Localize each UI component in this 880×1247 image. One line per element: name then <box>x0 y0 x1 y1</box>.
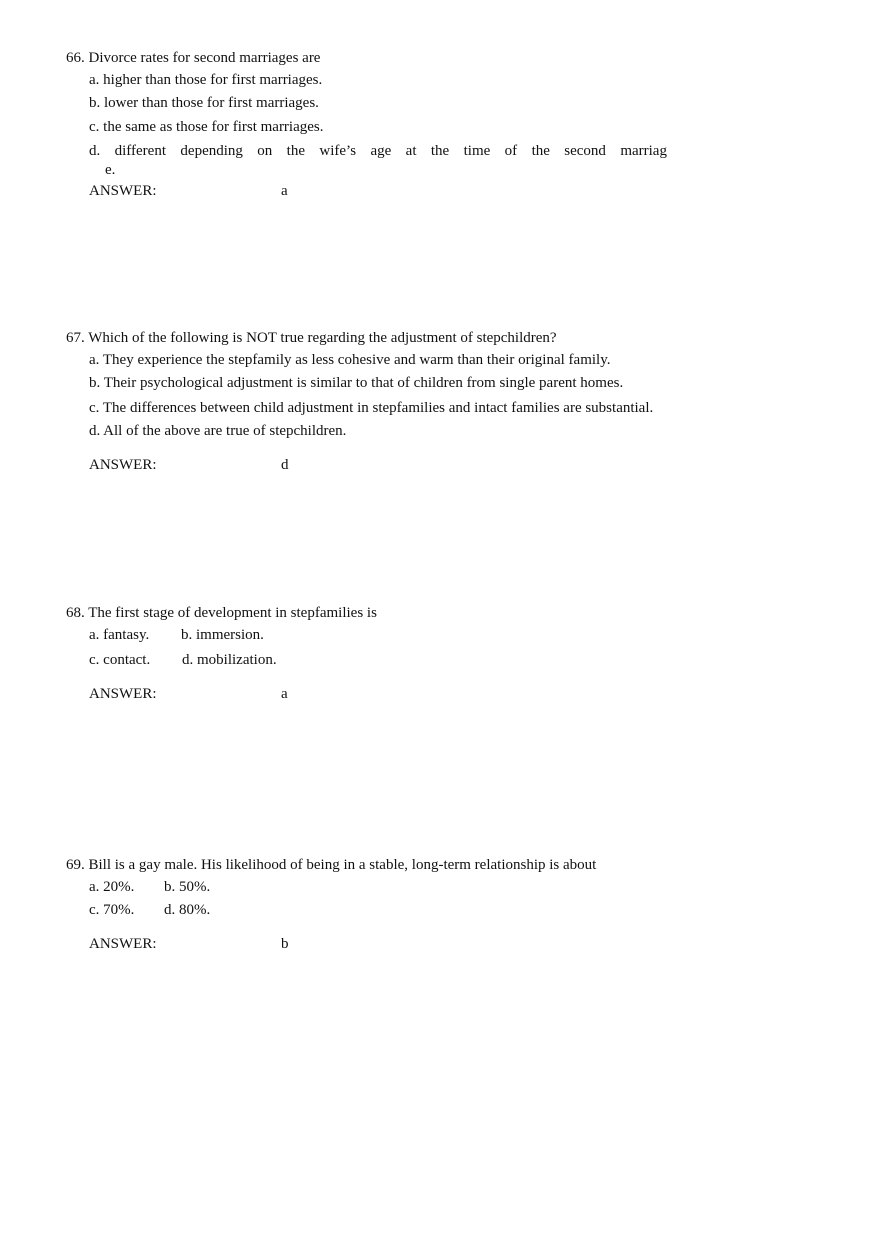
option-d-word: the <box>531 143 550 159</box>
answer-value: a <box>281 183 288 199</box>
question-67-option-a: a. They experience the stepfamily as less cohesive and warm than their original family. <box>89 352 611 368</box>
question-66-option-b: b. lower than those for first marriages. <box>89 95 319 111</box>
answer-value: d <box>281 457 289 473</box>
question-66-option-a: a. higher than those for first marriages. <box>89 72 323 88</box>
question-66-option-c: c. the same as those for first marriages. <box>89 119 324 135</box>
question-69-option-b: b. 50%. <box>164 879 211 895</box>
question-66-option-d <box>89 144 667 159</box>
option-d-word: different <box>114 143 167 159</box>
option-d-word: the <box>286 143 305 159</box>
question-69-stem: 69. Bill is a gay male. His likelihood of being in a stable, long-term relationship is about <box>66 857 597 873</box>
question-68-option-d: d. mobilization. <box>182 652 277 668</box>
option-d-word: age <box>370 143 392 159</box>
question-67-option-b: b. Their psychological adjustment is similar to that of children from single parent homes. <box>89 375 624 391</box>
question-67-stem: 67. Which of the following is NOT true regarding the adjustment of stepchildren? <box>66 330 557 346</box>
option-d-word: at <box>405 143 417 159</box>
option-d-word: time <box>463 143 491 159</box>
answer-label: ANSWER: <box>89 936 157 952</box>
question-68-option-b: b. immersion. <box>181 627 264 643</box>
option-d-word: of <box>504 143 518 159</box>
answer-label: ANSWER: <box>89 686 157 702</box>
question-69-option-d: d. 80%. <box>164 902 211 918</box>
answer-value: a <box>281 686 288 702</box>
option-d-word: second <box>564 143 606 159</box>
question-69-option-c: c. 70%. <box>89 902 135 918</box>
answer-value: b <box>281 936 289 952</box>
question-66-option-d-wrap: e. <box>105 162 116 178</box>
question-69-option-a: a. 20%. <box>89 879 135 895</box>
answer-label: ANSWER: <box>89 183 157 199</box>
question-67-option-d: d. All of the above are true of stepchildren. <box>89 423 347 439</box>
question-68-stem: 68. The first stage of development in stepfamilies is <box>66 605 377 621</box>
option-d-word: marriag <box>620 143 667 159</box>
question-68-option-a: a. fantasy. <box>89 627 150 643</box>
question-68-option-c: c. contact. <box>89 652 151 668</box>
question-67-option-c: c. The differences between child adjustment in stepfamilies and intact families are substantial. <box>89 400 654 416</box>
option-d-word: wife’s <box>319 143 357 159</box>
answer-label: ANSWER: <box>89 457 157 473</box>
option-d-word: depending <box>180 143 243 159</box>
option-d-word: the <box>430 143 450 159</box>
option-d-word: on <box>257 143 273 159</box>
option-d-word: d. <box>89 143 101 159</box>
question-66-stem: 66. Divorce rates for second marriages are <box>66 50 321 66</box>
